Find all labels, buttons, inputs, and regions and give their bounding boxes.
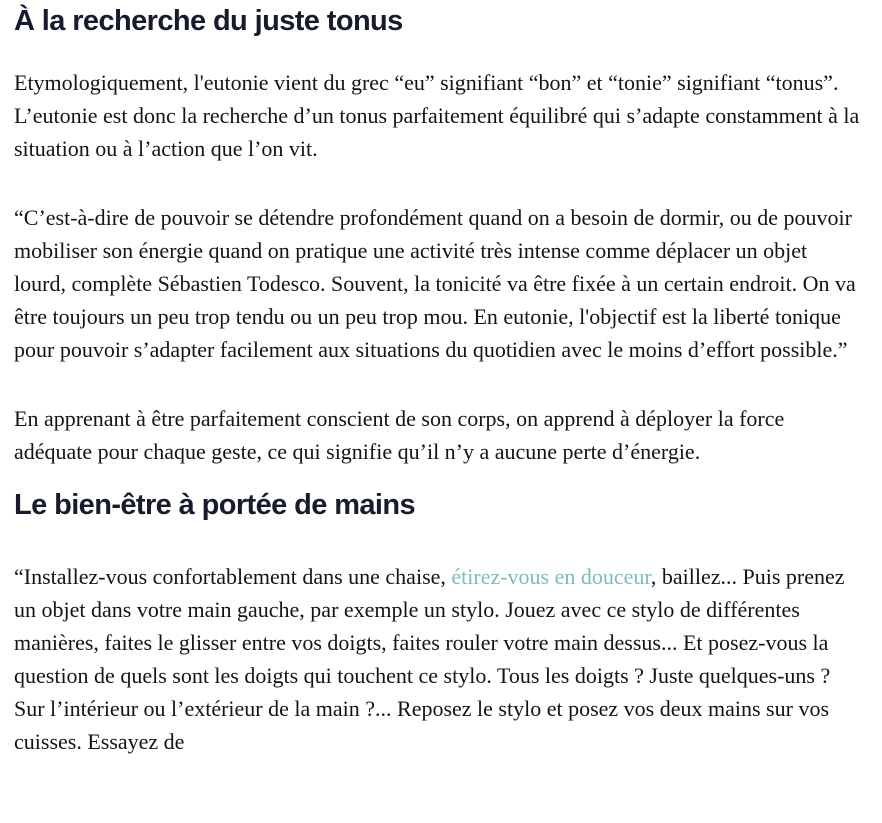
exercise-text-before-link: “Installez-vous confortablement dans une chaise, (14, 564, 452, 589)
paragraph-exercice-stylo (14, 560, 860, 758)
etirez-vous-en-douceur-link[interactable]: étirez-vous en douceur (451, 564, 651, 589)
exercise-text-after-link: , baillez... Puis prenez un objet dans votre main gauche, par exemple un stylo. Jouez avec ce stylo de différentes manières, faites le glisser entre vos doigts, faites rouler votre main dessus... Et posez-vous la question de quels sont les doigts qui touchent ce stylo. Tous les doigts ? Juste quelques-uns ? Sur l’intérieur ou l’extérieur de la main ?... Reposez le stylo et posez vos deux mains sur vos cuisses. Essayez de (14, 564, 845, 754)
section-heading-juste-tonus: À la recherche du juste tonus (14, 5, 403, 37)
paragraph-etymologie: Etymologiquement, l'eutonie vient du grec “eu” signifiant “bon” et “tonie” signifiant “tonus”. L’eutonie est donc la recherche d’un tonus parfaitement équilibré qui s’adapte constamment à la situation ou à l’action que l’on vit. (14, 70, 860, 161)
paragraph-citation-todesco: “C’est-à-dire de pouvoir se détendre profondément quand on a besoin de dormir, ou de pouvoir mobiliser son énergie quand on pratique une activité très intense comme déplacer un objet lourd, complète Sébastien Todesco. Souvent, la tonicité va être fixée à un certain endroit. On va être toujours un peu trop tendu ou un peu trop mou. En eutonie, l'objectif est la liberté tonique pour pouvoir s’adapter facilement aux situations du quotidien avec le moins d’effort possible.” (14, 205, 856, 362)
paragraph-conscience-corps: En apprenant à être parfaitement conscient de son corps, on apprend à déployer la force adéquate pour chaque geste, ce qui signifie qu’il n’y a aucune perte d’énergie. (14, 406, 785, 464)
section-heading-bien-etre: Le bien-être à portée de mains (14, 489, 416, 521)
article-content (0, 2, 882, 758)
